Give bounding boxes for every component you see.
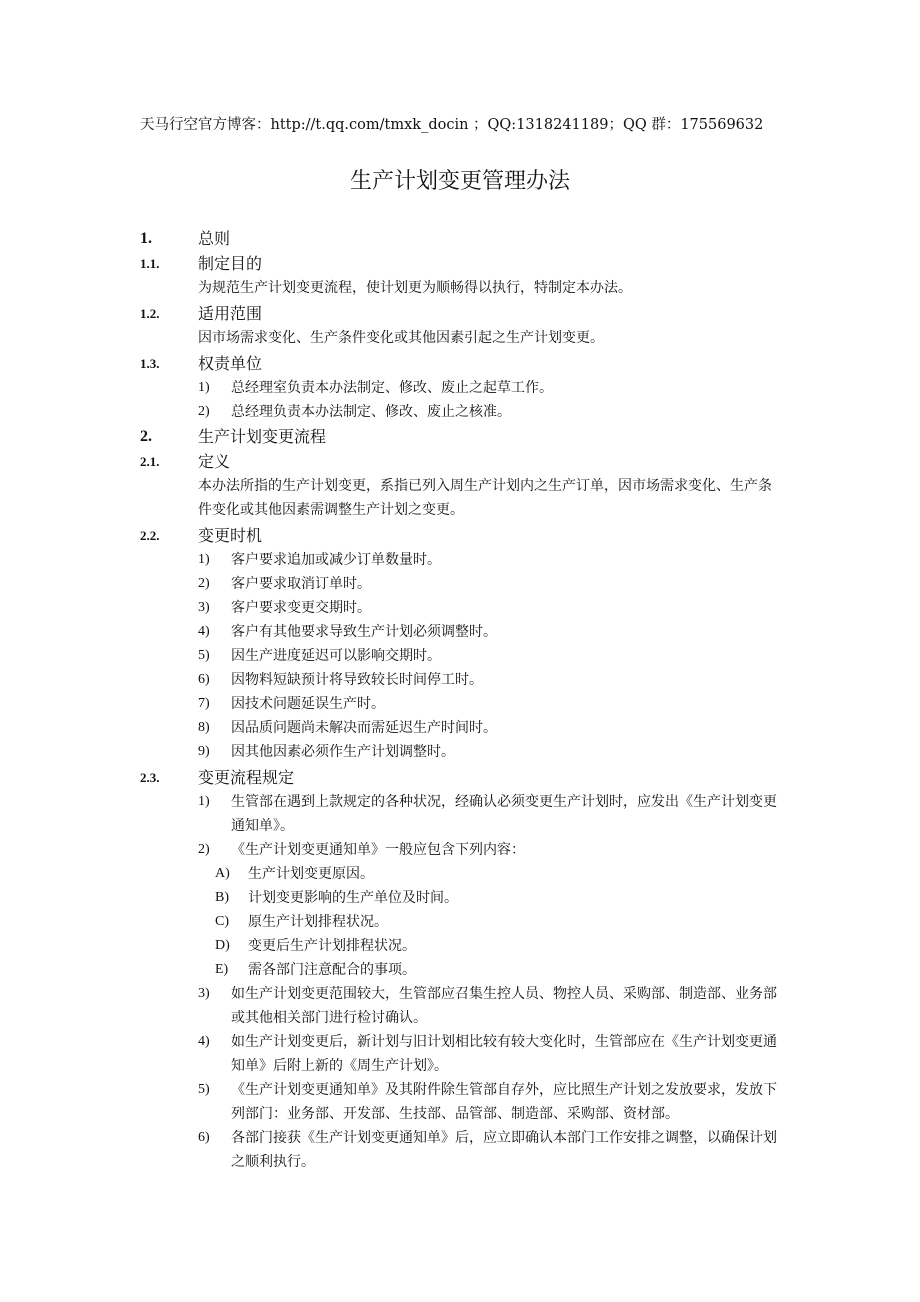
list-number: 6) xyxy=(198,1130,210,1145)
document-body xyxy=(140,226,785,1174)
list-number: 4) xyxy=(198,624,210,639)
sub-list-letter: D) xyxy=(215,938,230,953)
list-number: 2) xyxy=(198,576,210,591)
section-number: 2. xyxy=(140,428,152,445)
list-item xyxy=(198,668,785,692)
section-title: 总则 xyxy=(198,229,231,248)
sub-list-item xyxy=(215,934,785,958)
list-item xyxy=(198,376,785,400)
list-item xyxy=(198,838,785,862)
list-text: 总经理室负责本办法制定、修改、废止之起草工作。 xyxy=(231,380,553,396)
subsection-number: 2.1. xyxy=(140,454,160,469)
section-heading xyxy=(140,228,785,250)
list-item xyxy=(198,620,785,644)
list-item xyxy=(198,644,785,668)
list-number: 4) xyxy=(198,1034,210,1049)
subsection-title: 权责单位 xyxy=(198,354,263,373)
subsection-title: 变更时机 xyxy=(198,526,263,545)
subsection-number: 1.3. xyxy=(140,356,160,371)
list-number: 3) xyxy=(198,986,210,1001)
list-text: 因生产进度延迟可以影响交期时。 xyxy=(231,648,441,664)
list-number: 1) xyxy=(198,794,210,809)
sub-list-text: 计划变更影响的生产单位及时间。 xyxy=(248,890,458,906)
list-number: 9) xyxy=(198,744,210,759)
sub-list-letter: C) xyxy=(215,914,229,929)
subsection-number: 1.2. xyxy=(140,306,160,321)
sub-list-item xyxy=(215,886,785,910)
subsection-number: 1.1. xyxy=(140,256,160,271)
list-item xyxy=(198,982,785,1030)
list-text: 生管部在遇到上款规定的各种状况，经确认必须变更生产计划时，应发出《生产计划变更通知单》。 xyxy=(231,794,777,834)
list-number: 5) xyxy=(198,648,210,663)
subsection-title: 定义 xyxy=(198,452,231,471)
sub-list-item xyxy=(215,910,785,934)
list-item xyxy=(198,400,785,424)
subsection-title: 变更流程规定 xyxy=(198,768,295,787)
list-number: 1) xyxy=(198,552,210,567)
list-item xyxy=(198,572,785,596)
subsection-heading xyxy=(140,767,785,789)
list-text: 各部门接获《生产计划变更通知单》后，应立即确认本部门工作安排之调整，以确保计划之顺利执行。 xyxy=(231,1130,777,1170)
sub-list-text: 变更后生产计划排程状况。 xyxy=(248,938,416,954)
list-text: 总经理负责本办法制定、修改、废止之核准。 xyxy=(231,404,511,420)
subsection-title: 适用范围 xyxy=(198,304,263,323)
list-text: 因其他因素必须作生产计划调整时。 xyxy=(231,744,455,760)
subsection-number: 2.3. xyxy=(140,770,160,785)
list-number: 8) xyxy=(198,720,210,735)
list-text: 因品质问题尚未解决而需延迟生产时间时。 xyxy=(231,720,497,736)
list-number: 6) xyxy=(198,672,210,687)
list-text: 如生产计划变更范围较大，生管部应召集生控人员、物控人员、采购部、制造部、业务部或其他相关部门进行检讨确认。 xyxy=(231,986,777,1026)
sub-list-text: 生产计划变更原因。 xyxy=(248,866,374,882)
list-item xyxy=(198,1030,785,1078)
list-text: 客户要求取消订单时。 xyxy=(231,576,371,592)
document-title: 生产计划变更管理办法 xyxy=(349,169,570,194)
list-number: 7) xyxy=(198,696,210,711)
list-item xyxy=(198,740,785,764)
list-item xyxy=(198,548,785,572)
sub-list-letter: B) xyxy=(215,890,229,905)
list-number: 3) xyxy=(198,600,210,615)
list-text: 客户要求追加或减少订单数量时。 xyxy=(231,552,441,568)
list-number: 5) xyxy=(198,1082,210,1097)
section-heading xyxy=(140,426,785,448)
subsection-title: 制定目的 xyxy=(198,254,263,273)
subsection-number: 2.2. xyxy=(140,528,160,543)
list-number: 1) xyxy=(198,380,210,395)
list-text: 客户有其他要求导致生产计划必须调整时。 xyxy=(231,624,497,640)
list-text: 《生产计划变更通知单》一般应包含下列内容： xyxy=(231,842,525,858)
list-item xyxy=(198,596,785,620)
list-text: 客户要求变更交期时。 xyxy=(231,600,371,616)
sub-list-letter: E) xyxy=(215,962,229,977)
sub-list-item xyxy=(215,958,785,982)
subsection-heading xyxy=(140,303,785,325)
blog-header: 天马行空官方博客：http://t.qq.com/tmxk_docin ；QQ:1318241189；QQ 群：175569632 xyxy=(140,117,764,133)
paragraph: 因市场需求变化、生产条件变化或其他因素引起之生产计划变更。 xyxy=(198,330,604,346)
list-item xyxy=(198,716,785,740)
list-item xyxy=(198,692,785,716)
sub-list-item xyxy=(215,862,785,886)
list-item xyxy=(198,790,785,838)
subsection-heading xyxy=(140,353,785,375)
list-item xyxy=(198,1078,785,1126)
paragraph: 本办法所指的生产计划变更，系指已列入周生产计划内之生产订单，因市场需求变化、生产条件变化或其他因素需调整生产计划之变更。 xyxy=(198,478,772,518)
paragraph: 为规范生产计划变更流程，使计划更为顺畅得以执行，特制定本办法。 xyxy=(198,280,632,296)
subsection-heading xyxy=(140,253,785,275)
section-number: 1. xyxy=(140,230,152,247)
list-number: 2) xyxy=(198,404,210,419)
section-title: 生产计划变更流程 xyxy=(198,427,327,446)
subsection-heading xyxy=(140,451,785,473)
list-text: 如生产计划变更后，新计划与旧计划相比较有较大变化时，生管部应在《生产计划变更通知单》后附上新的《周生产计划》。 xyxy=(231,1034,777,1074)
list-text: 因技术问题延误生产时。 xyxy=(231,696,385,712)
sub-list-text: 需各部门注意配合的事项。 xyxy=(248,962,416,978)
sub-list-letter: A) xyxy=(215,866,230,881)
sub-list-text: 原生产计划排程状况。 xyxy=(248,914,388,930)
list-item xyxy=(198,1126,785,1174)
list-text: 因物料短缺预计将导致较长时间停工时。 xyxy=(231,672,483,688)
subsection-heading xyxy=(140,525,785,547)
list-number: 2) xyxy=(198,842,210,857)
list-text: 《生产计划变更通知单》及其附件除生管部自存外，应比照生产计划之发放要求，发放下列部门：业务部、开发部、生技部、品管部、制造部、采购部、资材部。 xyxy=(231,1082,777,1122)
